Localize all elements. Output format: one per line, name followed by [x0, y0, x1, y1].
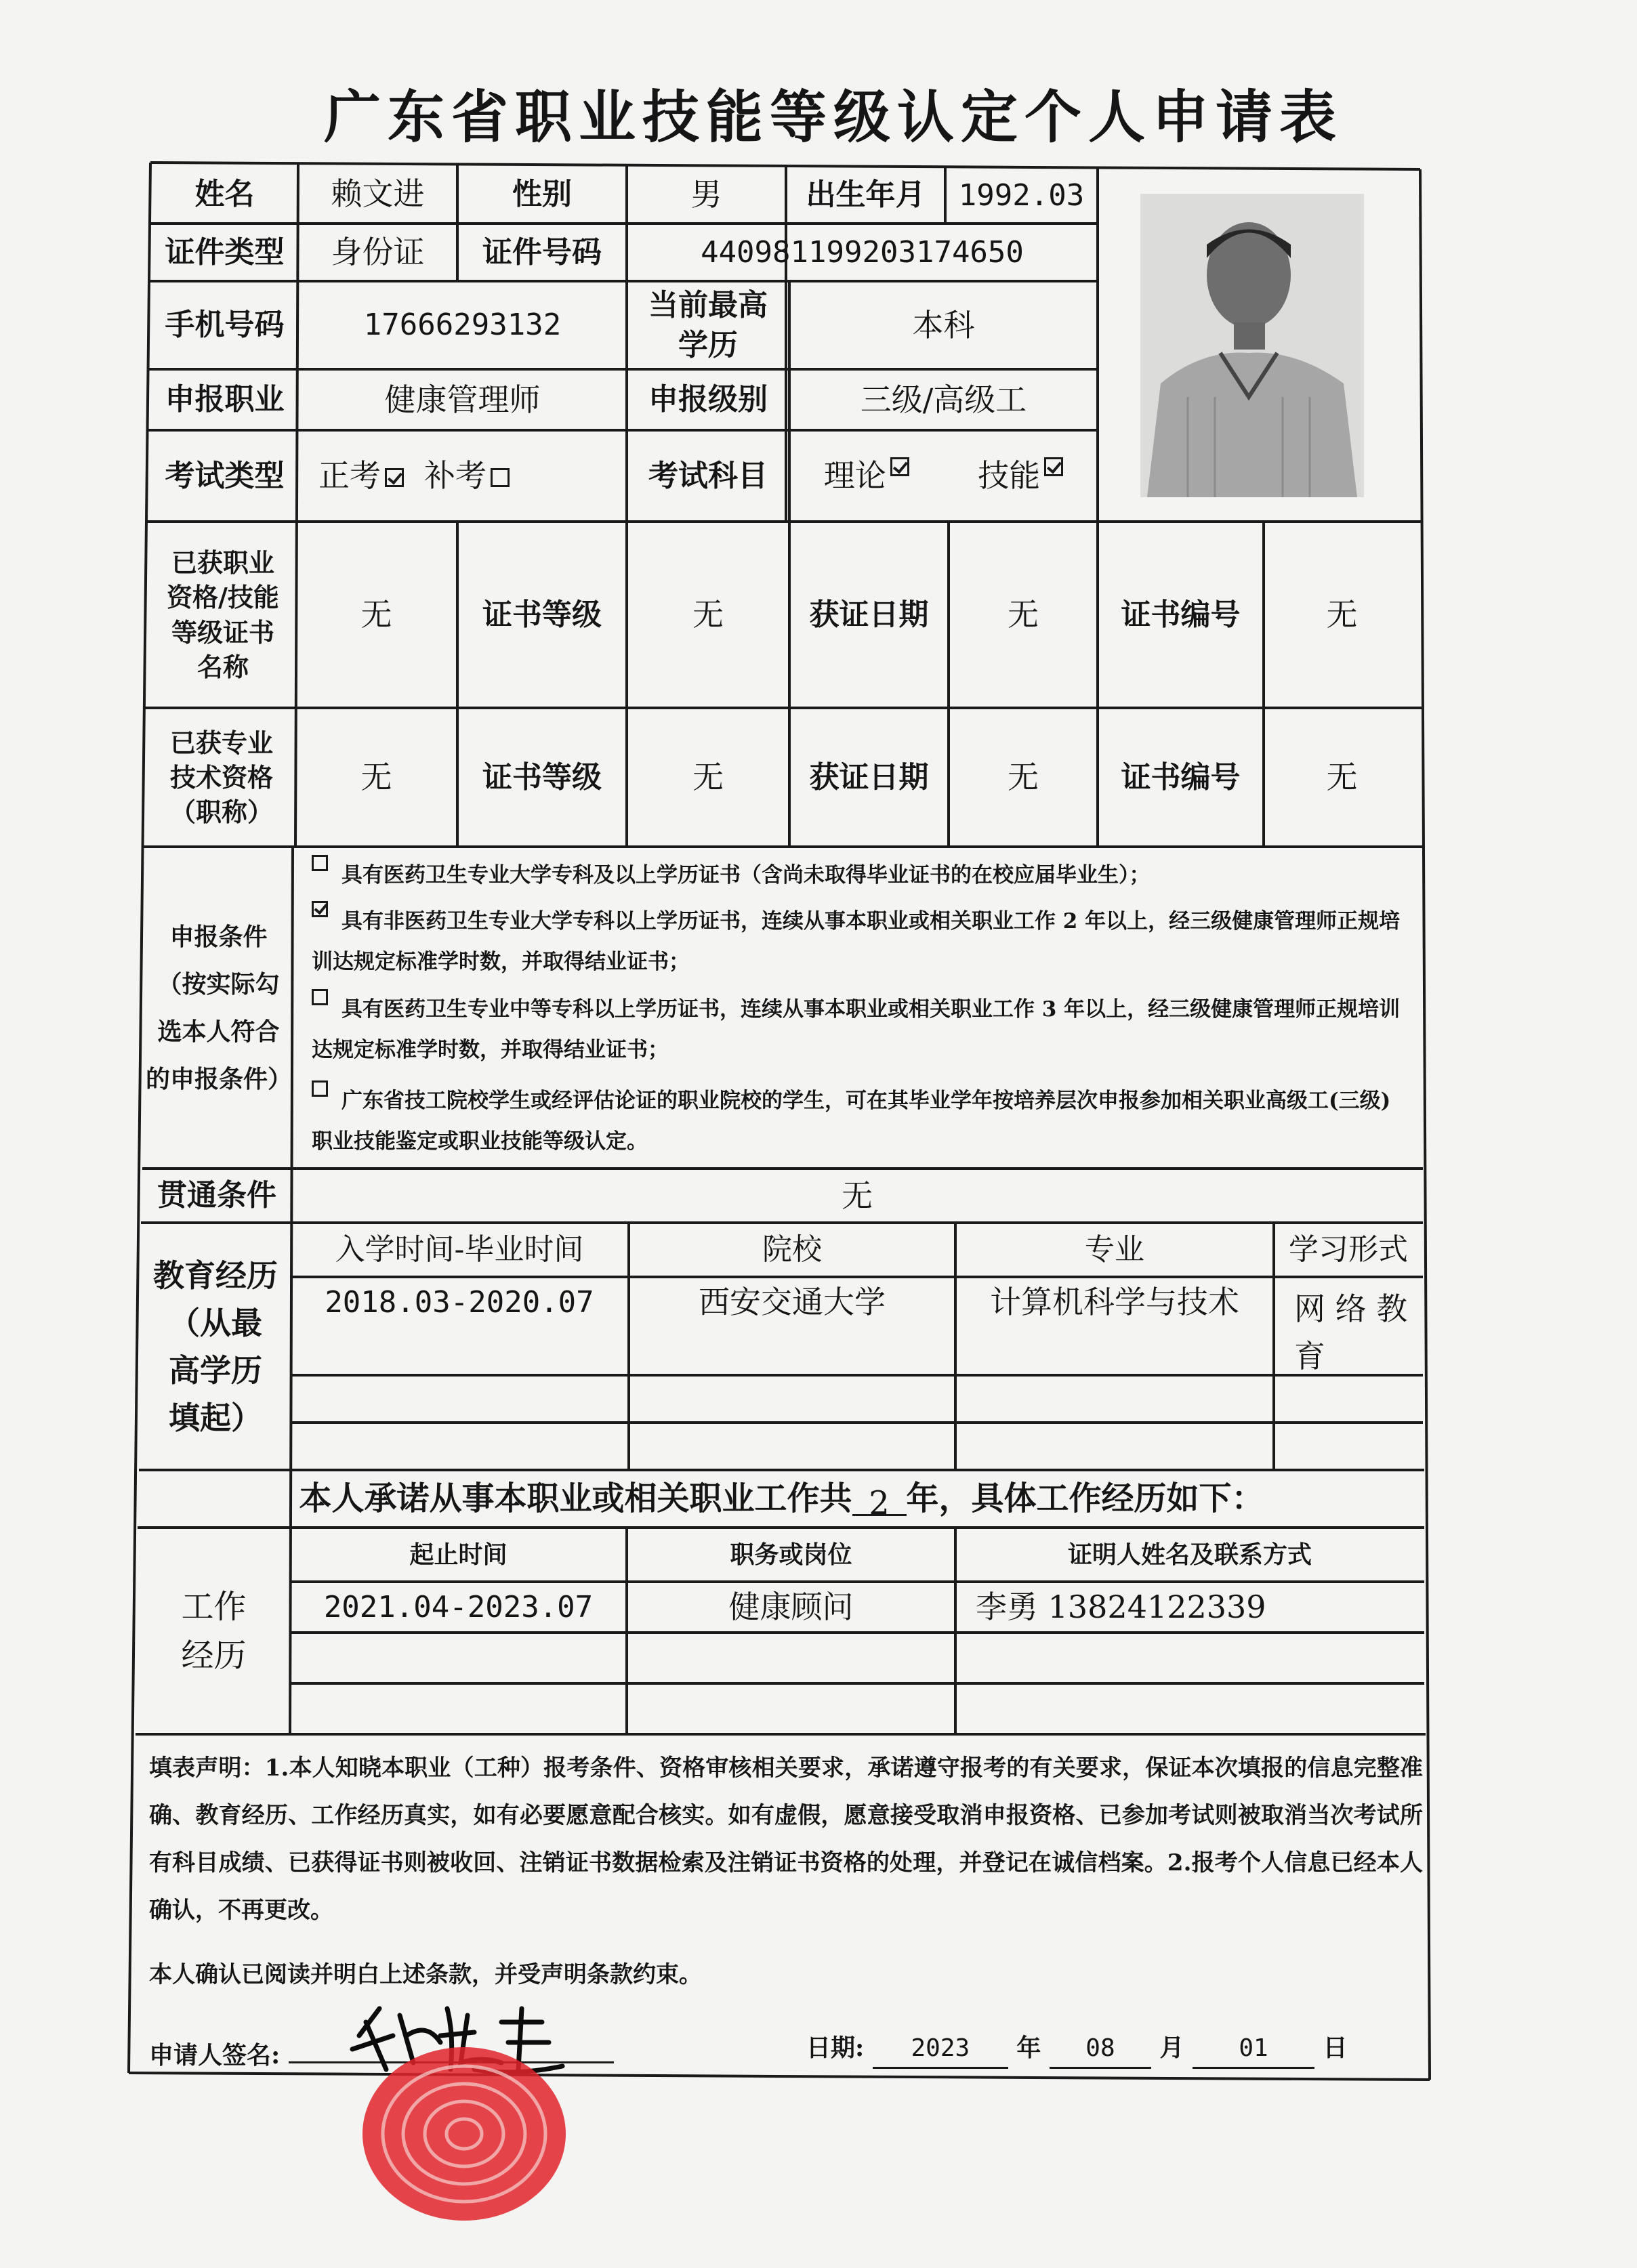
edu-row-mode: 网 络 教 育: [1294, 1290, 1408, 1374]
condition-text-1: 具有医药卫生专业大学专科及以上学历证书（含尚未取得毕业证书的在校应届毕业生）；: [341, 863, 1151, 887]
exam-makeup-checkbox[interactable]: [491, 468, 510, 487]
date-year[interactable]: 2023: [873, 2034, 1008, 2069]
label-cert-date-1: 获证日期: [809, 597, 929, 632]
value-cert-level-1: 无: [692, 596, 724, 633]
exam-type-options: [298, 430, 627, 522]
value-cert-no-1: 无: [1326, 596, 1358, 633]
label-work-history: 工作 经历: [181, 1587, 247, 1675]
label-gender: 性别: [512, 177, 572, 212]
applicant-photo: [1140, 194, 1364, 497]
label-id-type: 证件类型: [165, 234, 285, 270]
condition-checkbox-3[interactable]: [312, 989, 328, 1005]
label-qual-cert: 已获职业 资格/技能 等级证书 名称: [167, 547, 279, 682]
value-level: 三级/高级工: [860, 381, 1027, 418]
date-day[interactable]: 01: [1193, 2034, 1314, 2069]
condition-item: [312, 989, 1409, 1070]
label-exam-type: 考试类型: [165, 458, 285, 493]
edu-row-school: 西安交通大学: [699, 1284, 886, 1321]
edu-header-school: 院校: [762, 1232, 822, 1267]
condition-item: [312, 901, 1409, 982]
subject-theory-label: 理论: [823, 457, 886, 495]
work-header-referee: 证明人姓名及联系方式: [1067, 1540, 1312, 1569]
condition-checkbox-1[interactable]: [312, 855, 328, 871]
subject-skill-label: 技能: [978, 457, 1041, 495]
exam-makeup-label: 补考: [424, 457, 486, 495]
work-row-referee: 李勇 13824122339: [976, 1589, 1266, 1626]
commitment-years: 2: [852, 1482, 907, 1516]
work-header-period: 起止时间: [409, 1540, 507, 1569]
commitment-suffix: 年，具体工作经历如下：: [906, 1479, 1264, 1518]
value-gender: 男: [690, 176, 722, 213]
exam-regular-checkbox[interactable]: [385, 468, 404, 487]
label-cert-date-2: 获证日期: [809, 759, 929, 795]
condition-text-3: 具有医药卫生专业中等专科以上学历证书，连续从事本职业或相关职业工作 3 年以上，经三级健康管理师正规培训达规定标准学时数，并取得结业证书；: [312, 997, 1401, 1062]
condition-checkbox-2[interactable]: [312, 901, 328, 917]
label-id-number: 证件号码: [482, 234, 602, 270]
edu-header-major: 专业: [1085, 1232, 1144, 1267]
label-birth: 出生年月: [806, 177, 926, 213]
exam-subject-options: [789, 430, 1098, 522]
work-row-period: 2021.04-2023.07: [323, 1589, 594, 1624]
value-cert-level-2: 无: [692, 759, 724, 796]
label-level: 申报级别: [648, 382, 768, 417]
sign-label: 申请人签名:: [149, 2041, 281, 2070]
edu-header-mode: 学习形式: [1289, 1232, 1408, 1267]
subject-theory-checkbox[interactable]: [890, 457, 909, 476]
declaration-text: 填表声明：1.本人知晓本职业（工种）报考条件、资格审核相关要求，承诺遵守报考的有关要求，保证本次填报的信息完整准确、教育经历、工作经历真实，如有必要愿意配合核实。如有虚假，愿意接受取消申报资格、已参加考试则被取消当次考试所有科目成绩、已获得证书则被收回、注销证书数据检索及注销证书资格的处理，并登记在诚信档案。2.报考个人信息已经本人确认，不再更改。: [149, 1755, 1423, 1924]
label-conditions: 申报条件 （按实际勾 选本人符合 的申报条件）: [146, 922, 293, 1093]
edu-row-major: 计算机科学与技术: [990, 1284, 1239, 1321]
label-cert-level-1: 证书等级: [482, 597, 602, 632]
value-cert-date-2: 无: [1008, 759, 1039, 796]
commitment-prefix: 本人承诺从事本职业或相关职业工作共: [299, 1479, 852, 1518]
condition-checkbox-4[interactable]: [312, 1080, 328, 1097]
label-tech-qual: 已获专业 技术资格 （职称）: [169, 727, 273, 828]
form-title: 广东省职业技能等级认定个人申请表: [323, 83, 1343, 150]
value-cert-date-1: 无: [1008, 596, 1039, 633]
label-name: 姓名: [194, 176, 255, 211]
value-birth: 1992.03: [958, 177, 1085, 213]
condition-text-2: 具有非医药卫生专业大学专科以上学历证书，连续从事本职业或相关职业工作 2 年以上，经三级健康管理师正规培训达规定标准学时数，并取得结业证书；: [312, 909, 1401, 974]
edu-header-period: 入学时间-毕业时间: [335, 1232, 584, 1267]
value-tech-qual: 无: [360, 759, 392, 796]
label-cert-no-1: 证书编号: [1121, 597, 1241, 632]
year-unit: 年: [1016, 2034, 1041, 2062]
work-row-position: 健康顾问: [728, 1589, 854, 1626]
day-unit: 日: [1323, 2034, 1348, 2062]
label-cert-level-2: 证书等级: [482, 759, 602, 795]
condition-item: [312, 855, 1409, 896]
value-pathway: 无: [842, 1177, 873, 1214]
value-cert-no-2: 无: [1326, 759, 1358, 796]
edu-row-period: 2018.03-2020.07: [325, 1284, 594, 1320]
value-name: 赖文进: [331, 175, 425, 213]
fingerprint-stamp: [352, 2039, 576, 2229]
exam-regular-label: 正考: [318, 457, 381, 495]
value-education: 本科: [912, 306, 975, 343]
portrait-image: [1140, 194, 1364, 497]
label-exam-subject: 考试科目: [648, 458, 768, 493]
value-id-number: 440981199203174650: [701, 234, 1024, 270]
confirm-text: 本人确认已阅读并明白上述条款，并受声明条款约束。: [149, 1961, 702, 1988]
work-header-position: 职务或岗位: [730, 1540, 852, 1569]
condition-item: [312, 1080, 1409, 1162]
date-row: [806, 2029, 1348, 2070]
label-cert-no-2: 证书编号: [1121, 759, 1241, 795]
label-phone: 手机号码: [165, 308, 285, 343]
value-qual-cert: 无: [360, 596, 392, 633]
label-pathway: 贯通条件: [157, 1178, 276, 1213]
label-edu-history: 教育经历 （从最 高学历 填起）: [153, 1257, 278, 1436]
month-unit: 月: [1159, 2034, 1184, 2062]
commitment-line: [139, 1470, 1424, 1528]
condition-text-4: 广东省技工院校学生或经评估论证的职业院校的学生，可在其毕业学年按培养层次申报参加相关职业高级工(三级)职业技能鉴定或职业技能等级认定。: [312, 1089, 1391, 1154]
value-id-type: 身份证: [331, 234, 425, 271]
label-occupation: 申报职业: [165, 382, 285, 417]
value-phone: 17666293132: [363, 308, 562, 343]
date-label: 日期:: [806, 2034, 865, 2062]
label-education: 当前最高 学历: [648, 287, 768, 362]
subject-skill-checkbox[interactable]: [1044, 457, 1063, 476]
value-occupation: 健康管理师: [384, 381, 541, 418]
date-month[interactable]: 08: [1050, 2034, 1151, 2069]
